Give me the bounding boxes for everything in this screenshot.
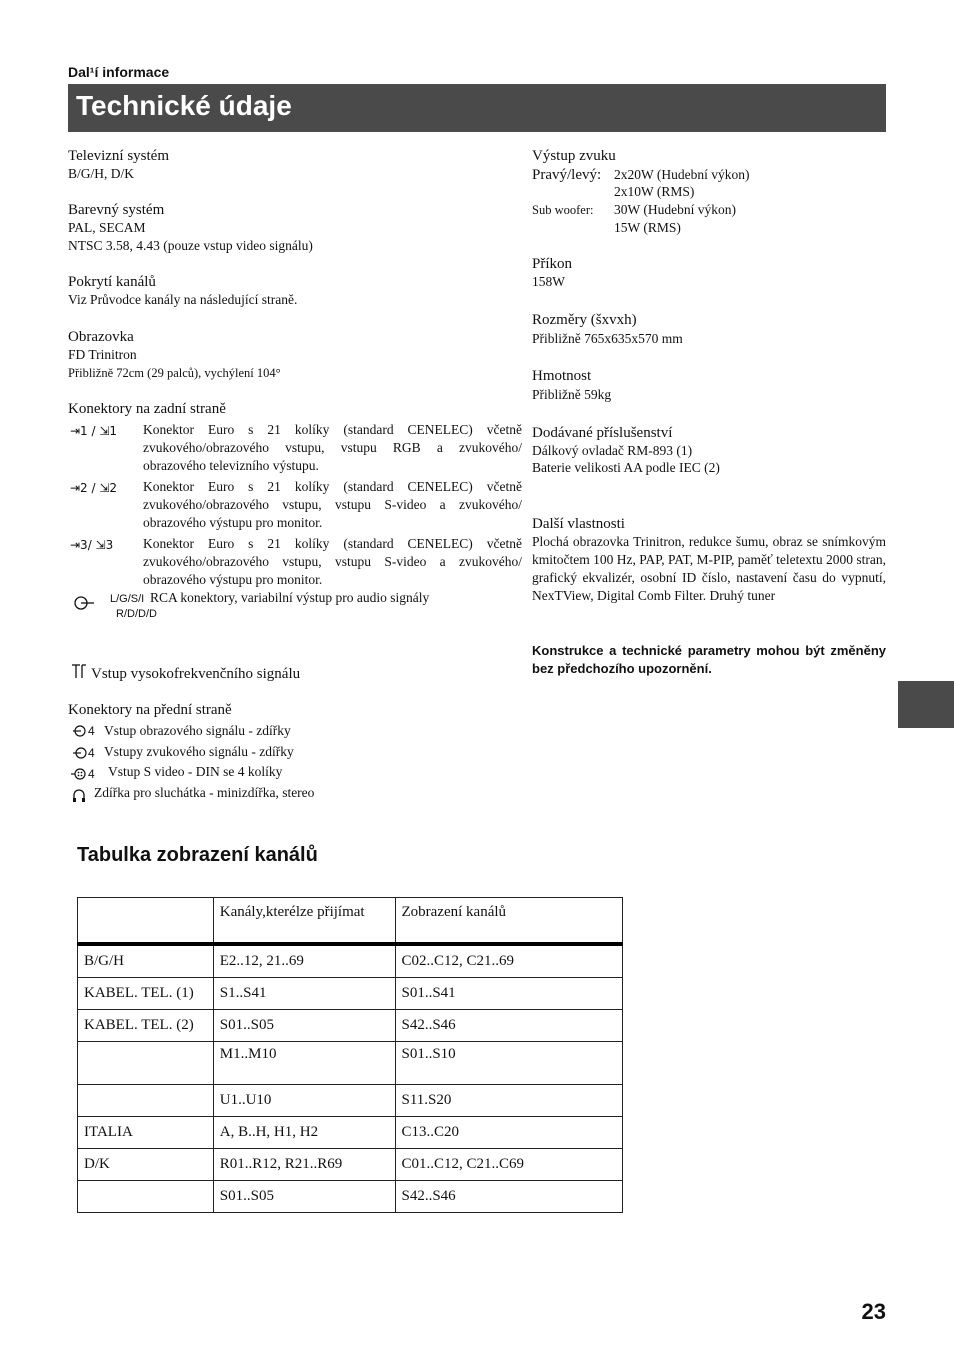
rca-sub-label-2: R/D/D/D [116,608,157,620]
antenna-icon [70,663,90,684]
video-in-icon-num: 4 [88,724,95,738]
color-system-value-1: PAL, SECAM [68,220,146,235]
front-audio-desc: Vstupy zvukového signálu - zdířky [104,744,294,759]
table-row [78,1149,623,1181]
rca-sub-label-1: L/G/S/I [110,593,145,605]
scart-3-icon: ⇥3/ ⇲3 [70,538,114,552]
color-system-value-2: NTSC 3.58, 4.43 (pouze vstup video signálu) [68,238,313,253]
dimensions-label: Rozměry (šxvxh) [532,312,637,328]
table-cell: B/G/H [78,944,214,978]
accessories-value-1: Dálkový ovladač RM-893 (1) [532,443,693,458]
dimensions-value: Přibližně 765x635x570 mm [532,331,683,346]
table-row [78,1117,623,1149]
table-cell: E2..12, 21..69 [213,944,395,978]
table-cell [78,1181,214,1213]
scart-2-icon: ⇥2 / ⇲2 [70,481,118,495]
title-bar [68,84,886,132]
table-row [78,1181,623,1213]
table-cell: C02..C12, C21..69 [395,944,623,978]
table-cell: KABEL. TEL. (2) [78,1010,214,1042]
tv-system-value: B/G/H, D/K [68,166,135,181]
table-header-row [78,898,623,945]
table-cell: S01..S41 [395,978,623,1010]
channel-coverage-value: Viz Průvodce kanály na následující straně. [68,292,298,307]
scart-2-desc: Konektor Euro s 21 kolíky (standard CENELEC) včetně zvukového/obrazového vstupu, vstupu S-video a zvukového/ obrazového výstupu pro monitor. [143,479,522,530]
table-cell: S01..S10 [395,1042,623,1085]
table-cell: R01..R12, R21..R69 [213,1149,395,1181]
table-cell: U1..U10 [213,1085,395,1117]
front-video-desc: Vstup obrazového signálu - zdířky [104,723,291,738]
table-cell: C01..C12, C21..C69 [395,1149,623,1181]
page-tab-marker [898,681,954,728]
weight-value: Přibližně 59kg [532,387,612,402]
color-system-label: Barevný systém [68,202,165,218]
page-title: Technické údaje [76,90,292,121]
table-header-cell: Zobrazení kanálů [395,898,623,945]
power-value: 158W [532,274,565,289]
channel-table-title: Tabulka zobrazení kanálů [77,844,318,866]
rca-desc: RCA konektory, variabilní výstup pro audio signály [150,590,430,605]
screen-label: Obrazovka [68,329,134,345]
table-row [78,1085,623,1117]
table-cell: S1..S41 [213,978,395,1010]
spec-change-notice: Konstrukce a technické parametry mohou být změněny bez předchozího upozornění. [532,643,886,676]
channel-table [77,897,623,1213]
section-label: Dal¹í informace [68,64,170,80]
sound-rl-rms: 2x10W (RMS) [614,184,695,199]
sound-sw-label: Sub woofer: [532,203,594,217]
table-cell [78,1042,214,1085]
table-cell: S01..S05 [213,1010,395,1042]
features-value: Plochá obrazovka Trinitron, redukce šumu, obraz se snímkovým kmitočtem 100 Hz, PAP, PAT, M-PIP, paměť teletextu 2000 stran, grafický ekvalizér, osobní ID číslo, nastavení času do vypnutí, NexTView, Digital Comb Filter. Druhý tuner [532,534,887,603]
accessories-value-2: Baterie velikosti AA podle IEC (2) [532,460,720,475]
table-cell [78,1085,214,1117]
power-label: Příkon [532,256,573,272]
front-svideo-desc: Vstup S video - DIN se 4 kolíky [108,764,283,779]
rf-input-desc: Vstup vysokofrekvenčního signálu [91,666,301,682]
headphones-icon [72,788,86,809]
audio-in-icon [72,746,88,765]
table-cell: S42..S46 [395,1181,623,1213]
video-in-icon [72,724,88,743]
table-row [78,944,623,978]
table-cell: ITALIA [78,1117,214,1149]
table-cell: D/K [78,1149,214,1181]
table-cell: A, B..H, H1, H2 [213,1117,395,1149]
front-connectors-label: Konektory na přední straně [68,702,232,718]
screen-value-1: FD Trinitron [68,347,137,362]
sound-rl-label: Pravý/levý: [532,167,602,183]
s-video-icon [70,767,88,786]
audio-out-icon [72,594,96,617]
table-cell: S11.S20 [395,1085,623,1117]
s-video-icon-num: 4 [88,767,95,781]
sound-sw-music: 30W (Hudební výkon) [614,202,736,217]
table-cell: M1..M10 [213,1042,395,1085]
page-number: 23 [861,1299,886,1324]
scart-3-desc: Konektor Euro s 21 kolíky (standard CENELEC) včetně zvukového/obrazového vstupu, vstupu S-video a zvukového/ obrazového výstupu pro monitor. [143,536,522,587]
rear-connectors-label: Konektory na zadní straně [68,401,226,417]
screen-value-2: Přibližně 72cm (29 palců), vychýlení 104° [68,366,281,380]
table-cell: S42..S46 [395,1010,623,1042]
table-header-cell [78,898,214,945]
scart-1-desc: Konektor Euro s 21 kolíky (standard CENELEC) včetně zvukového/obrazového vstupu, vstupu RGB a zvukového/ obrazového televizního výstupu. [143,422,522,473]
table-cell: KABEL. TEL. (1) [78,978,214,1010]
table-row [78,1010,623,1042]
channel-coverage-label: Pokrytí kanálů [68,274,156,290]
accessories-label: Dodávané příslušenství [532,425,673,441]
table-cell: C13..C20 [395,1117,623,1149]
sound-sw-rms: 15W (RMS) [614,220,681,235]
front-headphone-desc: Zdířka pro sluchátka - minizdířka, stereo [94,785,315,800]
audio-in-icon-num: 4 [88,746,95,760]
tv-system-label: Televizní systém [68,148,170,164]
sound-output-label: Výstup zvuku [532,148,616,164]
scart-1-icon: ⇥1 / ⇲1 [70,424,118,438]
table-header-cell: Kanály,kterélze přijímat [213,898,395,945]
table-row [78,1042,623,1085]
weight-label: Hmotnost [532,368,592,384]
table-row [78,978,623,1010]
features-label: Další vlastnosti [532,516,625,532]
sound-rl-music: 2x20W (Hudební výkon) [614,167,750,182]
table-cell: S01..S05 [213,1181,395,1213]
